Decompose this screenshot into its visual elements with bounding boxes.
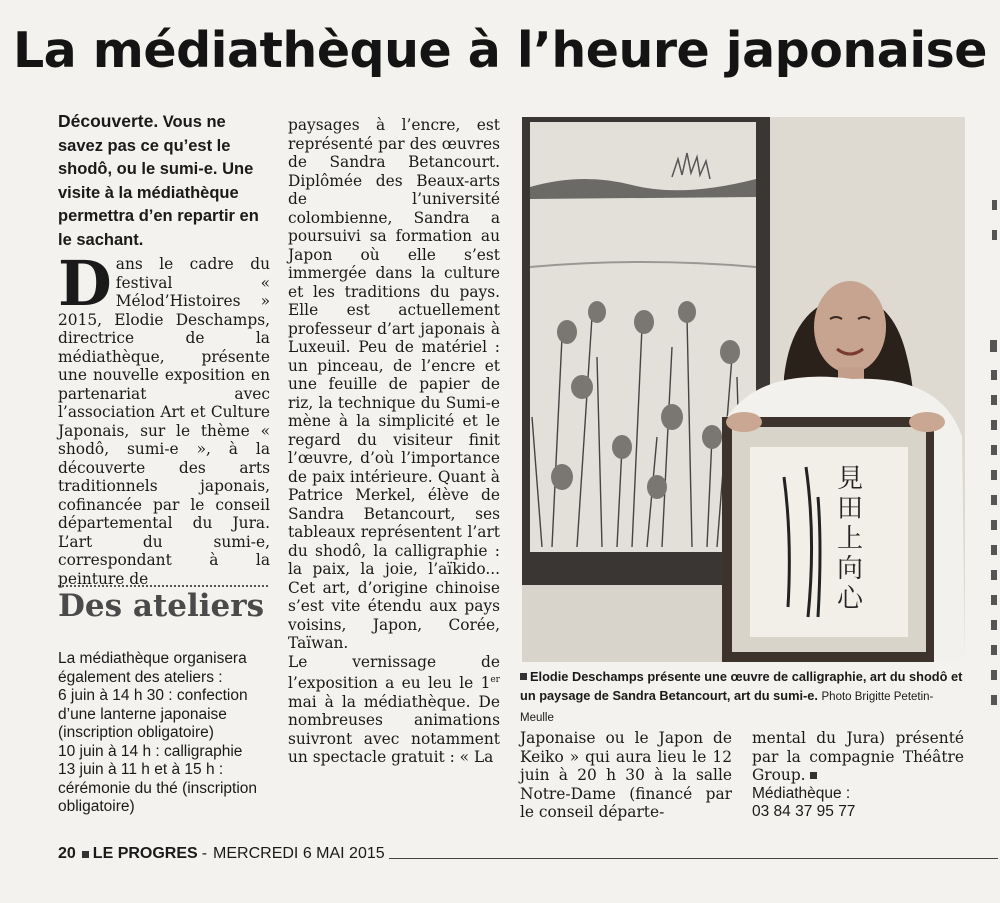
photo-illustration [522, 117, 965, 662]
column-1 [58, 247, 270, 588]
column-4-text: mental du Jura) présenté par la compagnie Théâtre Group. [752, 729, 964, 784]
end-mark-icon [810, 772, 817, 779]
article-photo [522, 117, 965, 662]
ateliers-box [58, 650, 280, 817]
column-2 [288, 116, 500, 767]
column-3 [520, 729, 732, 822]
column-4 [752, 729, 964, 822]
page-number: 20 [58, 845, 76, 862]
section-divider [58, 585, 268, 587]
sidebar-heading: Des ateliers [58, 588, 265, 624]
footer-square-icon [82, 851, 89, 858]
page-footer [58, 845, 998, 863]
intro-text: Vous ne savez pas ce qu’est le shodô, ou le sumi-e. Une visite à la médiathèque permettra d’en repartir en le sachant. [58, 113, 259, 249]
calligraphy-char: 見 [837, 464, 864, 494]
ateliers-line: également des ateliers : [58, 668, 223, 686]
column-2-paragraph: paysages à l’encre, est représenté par des œuvres de Sandra Betancourt. Diplômée des Beaux-arts de l’université colombienne, Sandra a poursuivi sa formation au Japon où elle s’est immergée dans la culture et les traditions du pays. Elle est actuellement professeur d’art japonais à Luxeuil. Peu de matériel : un pinceau, de l’encre et une feuille de papier de riz, la technique du Sumi-e mène à la simplicité et le regard du visiteur finit l’œuvre, d’où l’importance de paix intérieure. Quant à Patrice Merkel, élève de Sandra Betancourt, ses tableaux représentent l’art du shodô, la calligraphie : la paix, la joie, l’aïkido... Cet art, d’origine chinoise s’est vite étendu aux pays voisins, Japon, Corée, Taïwan. [288, 116, 500, 652]
ateliers-line: d’une lanterne japonaise (inscription obligatoire) [58, 705, 227, 741]
calligraphy-char: 上 [837, 524, 864, 554]
column-1-text: ans le cadre du festival « Mélod’Histoires » 2015, Elodie Deschamps, directrice de la médiathèque, présente une nouvelle exposition en partenariat avec l’association Art et Culture Japonais, sur le thème « shodô, sumi-e », à la découverte des arts traditionnels japonais, cofinancée par le conseil départemental du Jura. L’art du sumi-e, correspondant à la peinture de [58, 255, 270, 588]
footer-rule [389, 858, 998, 859]
face [814, 281, 886, 373]
caption-text: Elodie Deschamps présente une œuvre de calligraphie, art du shodô et un paysage de Sandra Betancourt, art du sumi-e. [520, 669, 963, 703]
newspaper-name: LE PROGRES [92, 845, 198, 862]
headline: La médiathèque à l’heure japonaise [12, 22, 988, 79]
intro-lede [58, 110, 270, 252]
ateliers-line: 10 juin à 14 h : calligraphie [58, 742, 243, 760]
calligraphy-char: 田 [837, 494, 864, 524]
drop-cap: D [58, 247, 112, 320]
column-3-text: Japonaise ou le Japon de Keiko » qui aura lieu le 12 juin à 20 h 30 à la salle Notre-Dame (financé par le conseil départe- [520, 729, 732, 821]
calligraphy-char: 心 [837, 584, 864, 614]
ateliers-line: 6 juin à 14 h 30 : confection [58, 687, 248, 704]
bullet-square-icon [520, 673, 527, 680]
calligraphy-char: 向 [837, 554, 864, 584]
intro-kicker: Découverte. [58, 111, 159, 131]
ateliers-line: 13 juin à 11 h et à 15 h : cérémonie du thé (inscription obligatoire) [58, 761, 258, 815]
photo-credit: Photo Brigitte Petetin-Meulle [520, 691, 934, 724]
photo-caption [520, 667, 965, 728]
contact-label: Médiathèque : [752, 784, 851, 802]
issue-date: MERCREDI 6 MAI 2015 [213, 845, 385, 862]
column-2-paragraph: Le vernissage de l’exposition a eu leu le 1er mai à la médiathèque. De nombreuses animations suivront avec notamment un spectacle gratuit : « La [288, 652, 500, 767]
footer-separator: - [201, 845, 208, 862]
ateliers-line: La médiathèque organisera [58, 650, 247, 667]
adjacent-column-edge [986, 180, 1000, 720]
contact-phone: 03 84 37 95 77 [752, 803, 856, 820]
